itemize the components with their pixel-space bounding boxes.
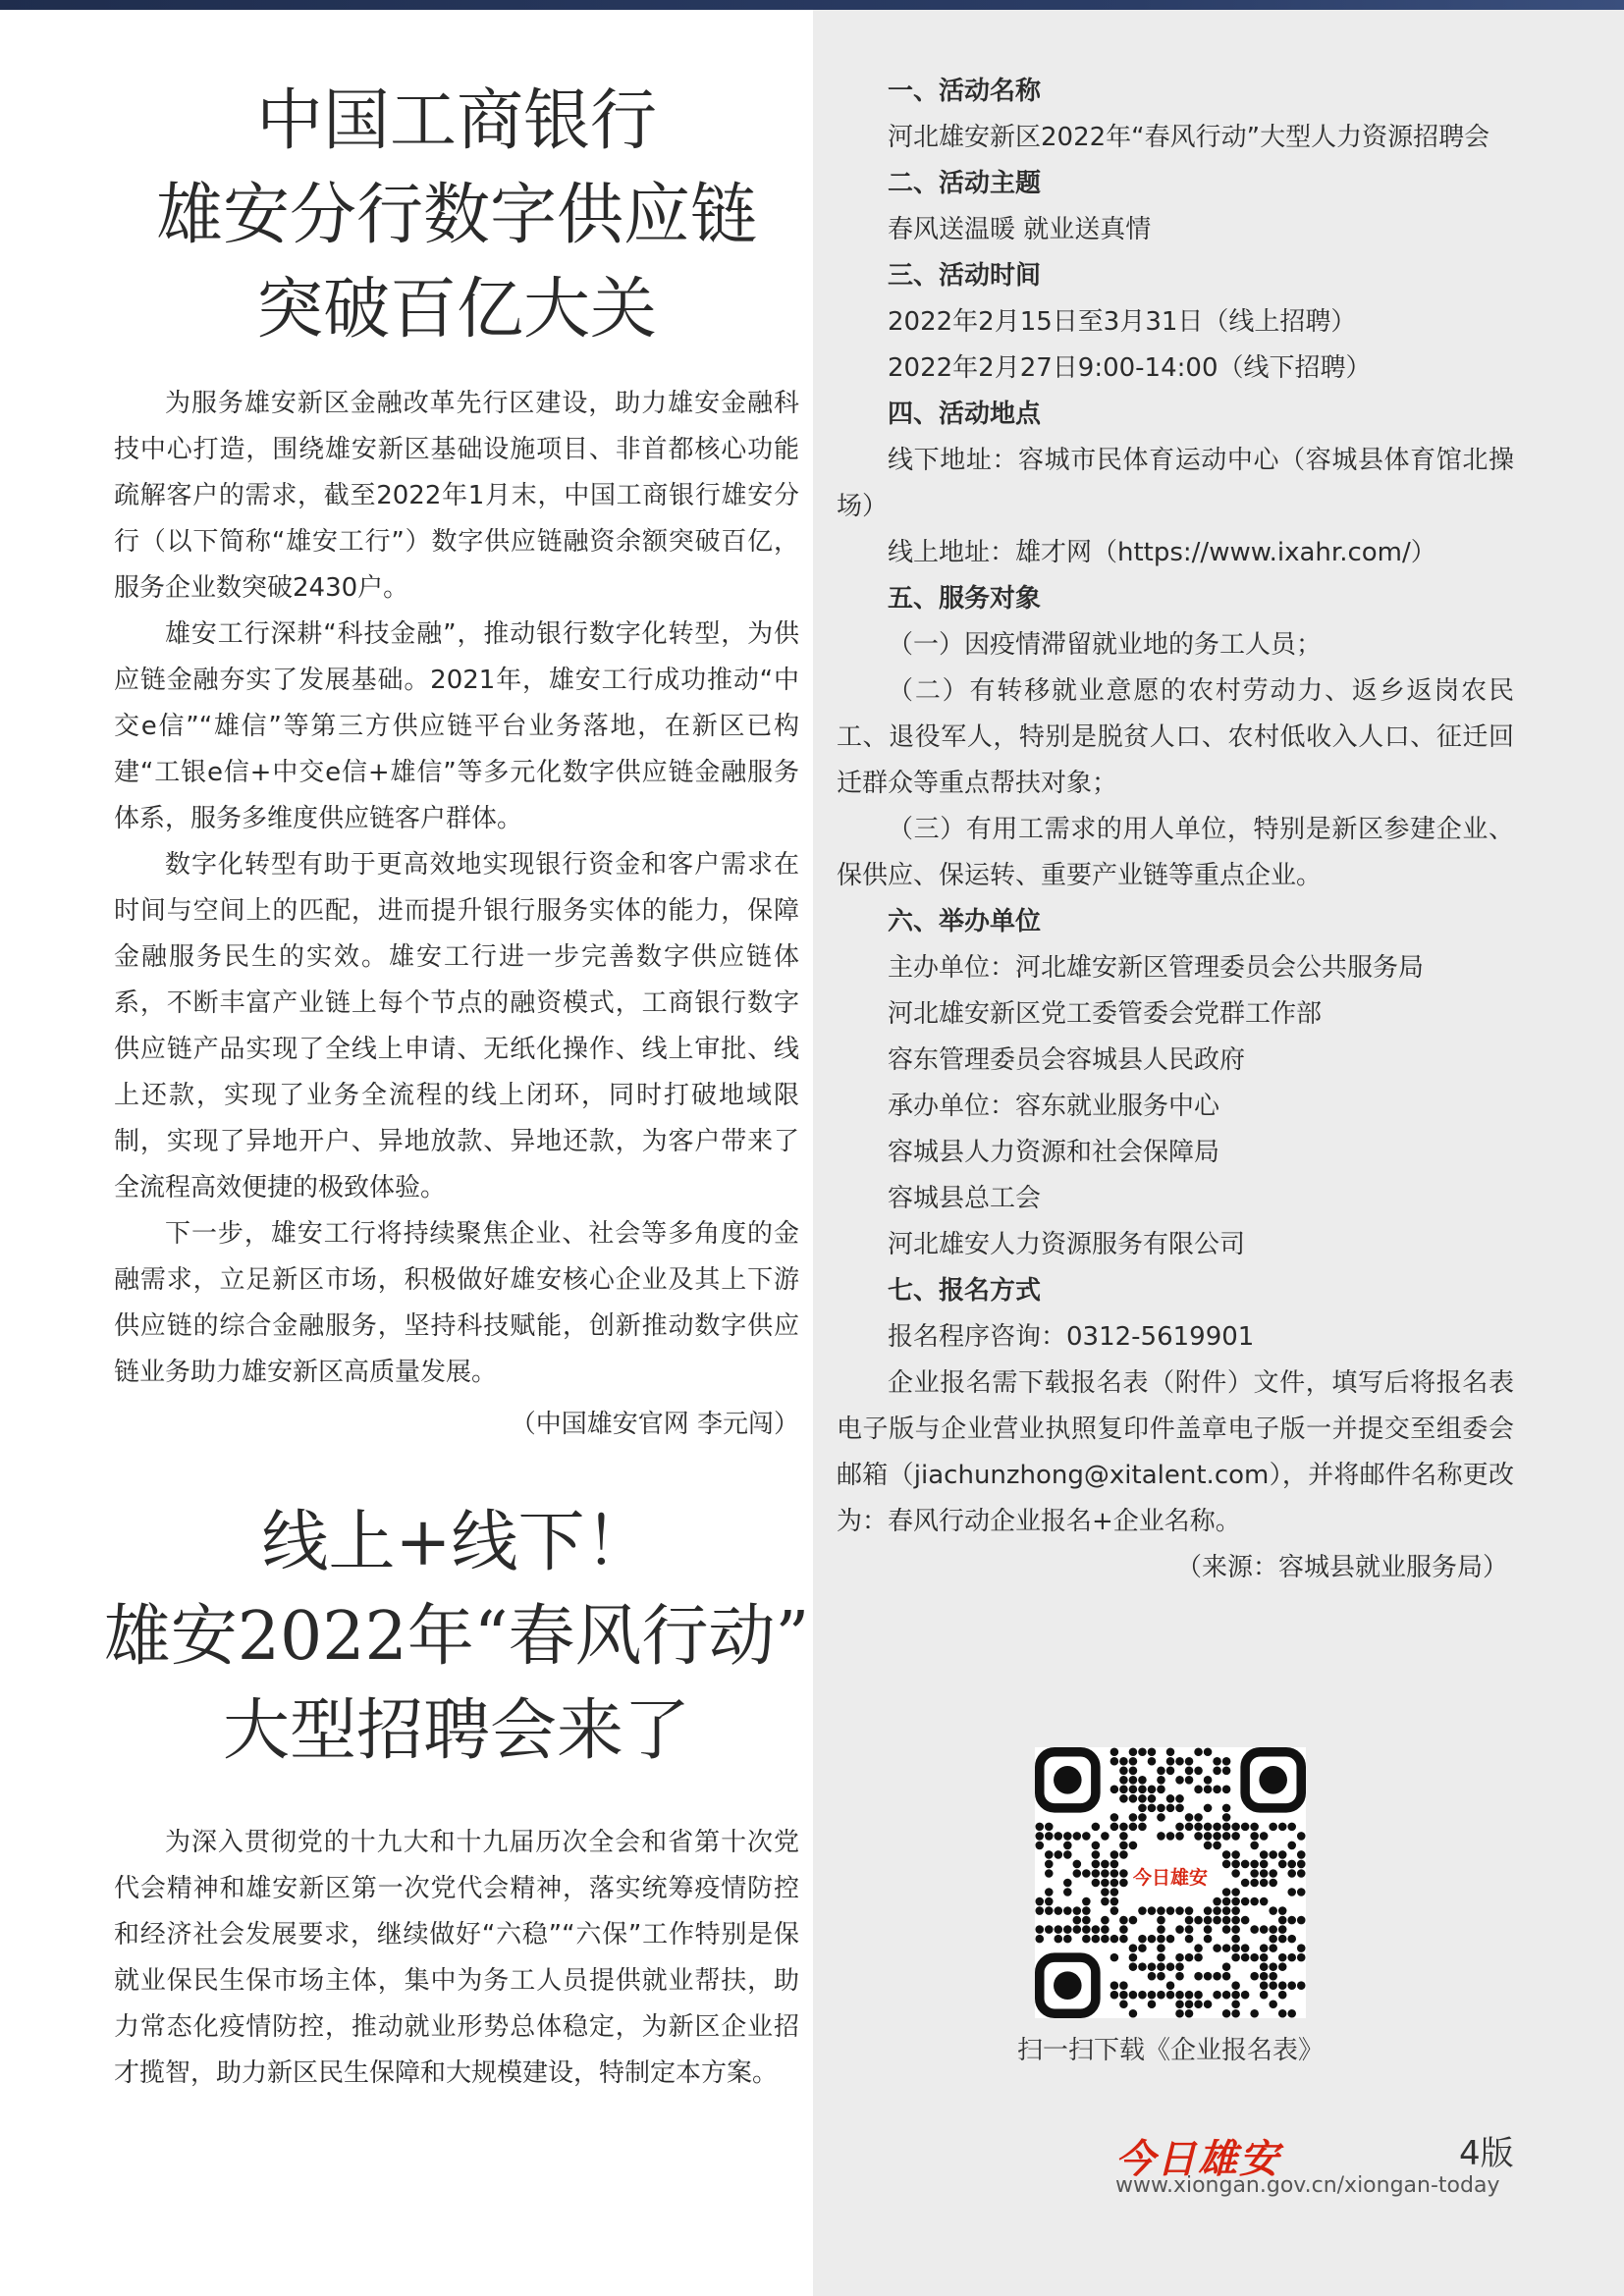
article1-source: （中国雄安官网 李元闯）	[510, 1410, 799, 1439]
section-heading: 三、活动时间	[888, 261, 1042, 291]
article1-paragraph-1: 为服务雄安新区金融改革先行区建设，助力雄安金融科技中心打造，围绕雄安新区基础设施项目、非首都核心功能疏解客户的需求，截至2022年1月末，中国工商银行雄安分行（以下简称“雄安工行”）数字供应链融资余额突破百亿，服务企业数突破2430户。	[114, 389, 799, 603]
section-heading: 六、举办单位	[888, 907, 1042, 936]
section-heading: 五、服务对象	[888, 584, 1042, 614]
article1-paragraph-2: 雄安工行深耕“科技金融”，推动银行数字化转型，为供应链金融夯实了发展基础。2021年，雄安工行成功推动“中交e信”“雄信”等第三方供应链平台业务落地，在新区已构建“工银e信+中交e信+雄信”等多元化数字供应链金融服务体系，服务多维度供应链客户群体。	[114, 619, 799, 833]
headline-line: 线上+线下！	[261, 1504, 652, 1581]
qr-center-label: 今日雄安	[1132, 1867, 1209, 1889]
organizer: 容城县总工会	[888, 1184, 1042, 1213]
section-heading: 四、活动地点	[888, 400, 1042, 429]
qr-finder-center	[1054, 1766, 1082, 1794]
event-theme: 春风送温暖 就业送真情	[888, 215, 1152, 244]
article1-headline	[79, 75, 835, 357]
headline-line: 雄安2022年“春风行动”	[103, 1598, 810, 1676]
qr-caption: 扫一扫下载《企业报名表》	[1016, 2036, 1324, 2065]
section-heading: 一、活动名称	[888, 77, 1042, 106]
right-source: （来源：容城县就业服务局）	[1175, 1553, 1508, 1582]
article2-headline	[79, 1496, 835, 1779]
organizer: 承办单位：容东就业服务中心	[888, 1092, 1220, 1121]
location-offline: 线下地址：容城市民体育运动中心（容城县体育馆北操场）	[837, 446, 1514, 521]
organizer: 容城县人力资源和社会保障局	[888, 1138, 1220, 1167]
event-time-online: 2022年2月15日至3月31日（线上招聘）	[888, 307, 1357, 337]
organizer: 河北雄安新区党工委管委会党群工作部	[888, 999, 1323, 1029]
qr-code-graphic	[1035, 1747, 1306, 2018]
article1-paragraph-3: 数字化转型有助于更高效地实现银行资金和客户需求在时间与空间上的匹配，进而提升银行服务实体的能力，保障金融服务民生的实效。雄安工行进一步完善数字供应链体系，不断丰富产业链上每个节点的融资模式，工商银行数字供应链产品实现了全线上申请、无纸化操作、线上审批、线上还款，实现了业务全流程的线上闭环，同时打破地域限制，实现了异地开户、异地放款、异地还款，为客户带来了全流程高效便捷的极致体验。	[114, 850, 799, 1202]
organizer: 主办单位：河北雄安新区管理委员会公共服务局	[888, 953, 1425, 983]
qr-finder-center	[1054, 1971, 1082, 2000]
event-name: 河北雄安新区2022年“春风行动”大型人力资源招聘会	[888, 123, 1490, 152]
article1-paragraph-4: 下一步，雄安工行将持续聚焦企业、社会等多角度的金融需求，立足新区市场，积极做好雄安核心企业及其上下游供应链的综合金融服务，坚持科技赋能，创新推动数字供应链业务助力雄安新区高质量发展。	[114, 1219, 799, 1387]
headline-line: 中国工商银行	[255, 82, 657, 160]
page-number: 4版	[1459, 2134, 1514, 2173]
site-url[interactable]: www.xiongan.gov.cn/xiongan-today	[1115, 2173, 1500, 2198]
registration-instructions: 企业报名需下载报名表（附件）文件，填写后将报名表电子版与企业营业执照复印件盖章电子版一并提交至组委会邮箱（jiachunzhong@xitalent.com），并将邮件名称更改为：春风行动企业报名+企业名称。	[837, 1368, 1514, 1536]
service-object-1: （一）因疫情滞留就业地的务工人员；	[888, 630, 1323, 660]
headline-line: 突破百亿大关	[255, 271, 657, 348]
article2-intro: 为深入贯彻党的十九大和十九届历次全会和省第十次党代会精神和雄安新区第一次党代会精神，落实统筹疫情防控和经济社会发展要求，继续做好“六稳”“六保”工作特别是保就业保民生保市场主体，集中为务工人员提供就业帮扶，助力常态化疫情防控，推动就业形势总体稳定，为新区企业招才揽智，助力新区民生保障和大规模建设，特制定本方案。	[114, 1828, 799, 2088]
brand-logo: 今日雄安	[1115, 2136, 1280, 2182]
event-time-offline: 2022年2月27日9:00-14:00（线下招聘）	[888, 353, 1372, 383]
qr-code[interactable]	[1035, 1747, 1306, 2018]
service-object-2: （二）有转移就业意愿的农村劳动力、返乡返岗农民工、退役军人，特别是脱贫人口、农村低收入人口、征迁回迁群众等重点帮扶对象；	[837, 676, 1514, 798]
organizer: 河北雄安人力资源服务有限公司	[888, 1230, 1246, 1259]
location-online: 线上地址：雄才网（https://www.ixahr.com/）	[888, 538, 1436, 567]
section-heading: 二、活动主题	[888, 169, 1042, 198]
section-heading: 七、报名方式	[888, 1276, 1042, 1306]
registration-phone: 报名程序咨询：0312-5619901	[888, 1322, 1255, 1352]
organizer: 容东管理委员会容城县人民政府	[888, 1045, 1246, 1075]
top-banner-bar	[0, 0, 1624, 10]
headline-line: 大型招聘会来了	[222, 1692, 690, 1770]
headline-line: 雄安分行数字供应链	[155, 177, 757, 254]
event-details-column	[837, 69, 1514, 1591]
qr-finder-center	[1259, 1766, 1287, 1794]
service-object-3: （三）有用工需求的用人单位，特别是新区参建企业、保供应、保运转、重要产业链等重点企业。	[837, 815, 1514, 890]
